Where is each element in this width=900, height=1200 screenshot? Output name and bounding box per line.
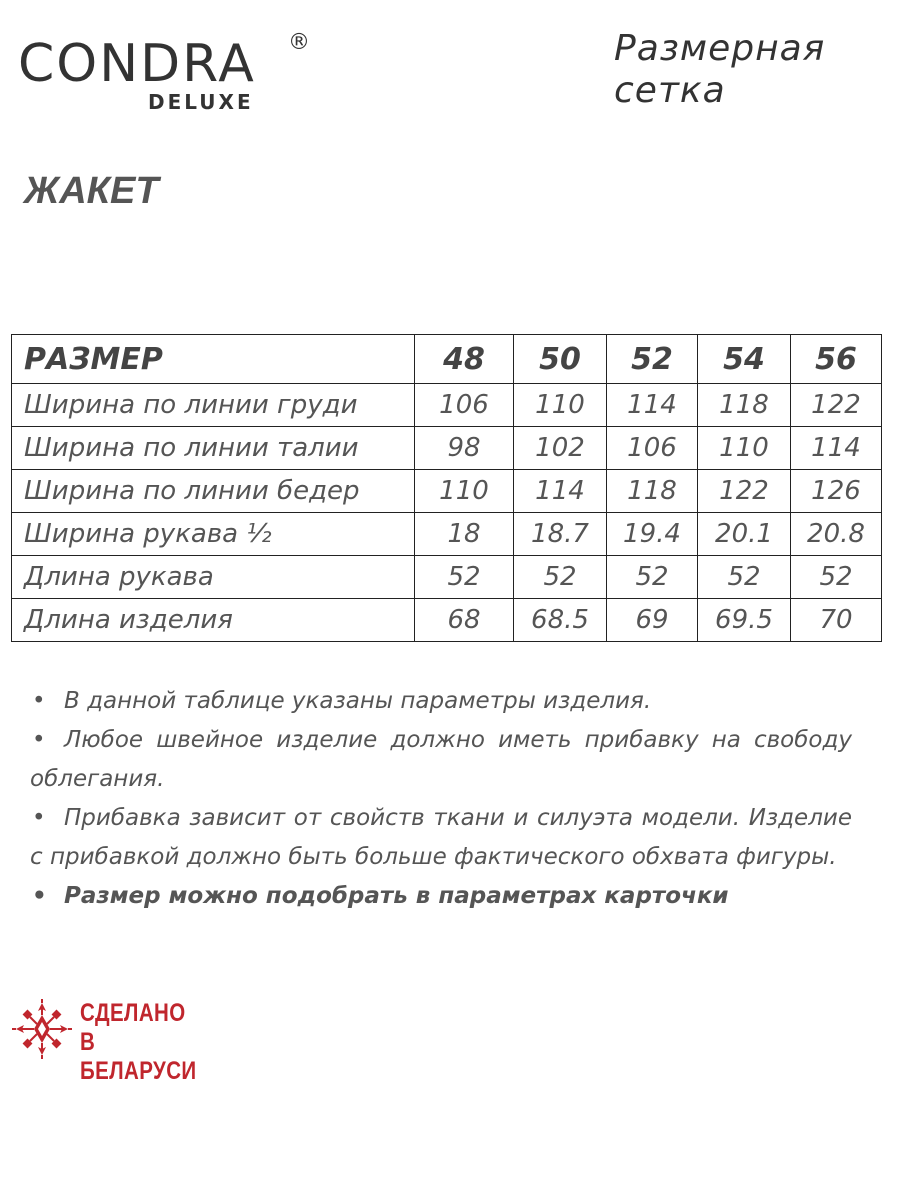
- note-item: [30, 799, 852, 877]
- table-row: [12, 513, 882, 556]
- table-cell: 114: [514, 470, 607, 513]
- table-cell: 118: [698, 384, 791, 427]
- product-title: ЖАКЕТ: [24, 170, 159, 212]
- table-row: [12, 470, 882, 513]
- table-cell: 19.4: [607, 513, 698, 556]
- table-cell: 106: [415, 384, 514, 427]
- table-cell: 68: [415, 599, 514, 642]
- table-row: [12, 427, 882, 470]
- brand-logo: [18, 30, 310, 114]
- table-cell: 106: [607, 427, 698, 470]
- bullet-icon: •: [32, 805, 46, 831]
- table-cell: 20.8: [791, 513, 882, 556]
- logo-brand-text: CONDRA: [18, 34, 256, 94]
- row-label: Ширина по линии талии: [12, 427, 415, 470]
- table-cell: 110: [514, 384, 607, 427]
- table-cell: 52: [415, 556, 514, 599]
- table-cell: 122: [791, 384, 882, 427]
- page-heading: Размерная сетка: [614, 28, 826, 111]
- table-cell: 68.5: [514, 599, 607, 642]
- notes-list: [30, 682, 852, 916]
- table-cell: 52: [698, 556, 791, 599]
- row-label: Длина изделия: [12, 599, 415, 642]
- table-cell: 20.1: [698, 513, 791, 556]
- header-cell: 50: [514, 335, 607, 384]
- made-in-belarus-badge: [10, 997, 230, 1085]
- header-cell: 54: [698, 335, 791, 384]
- registered-mark: ®: [288, 30, 310, 55]
- logo-sub-text: DELUXE: [148, 90, 254, 114]
- table-cell: 102: [514, 427, 607, 470]
- table-row: [12, 556, 882, 599]
- table-header-row: [12, 335, 882, 384]
- table-cell: 122: [698, 470, 791, 513]
- header-cell: 56: [791, 335, 882, 384]
- note-text: Любое швейное изделие должно иметь прибавку на свободу облегания.: [30, 727, 852, 792]
- row-label: Ширина рукава ½: [12, 513, 415, 556]
- size-table: [11, 334, 882, 642]
- bullet-icon: •: [32, 727, 46, 753]
- table-cell: 69.5: [698, 599, 791, 642]
- row-label: Ширина по линии бедер: [12, 470, 415, 513]
- header-cell: 48: [415, 335, 514, 384]
- table-cell: 114: [791, 427, 882, 470]
- row-label: Ширина по линии груди: [12, 384, 415, 427]
- table-row: [12, 599, 882, 642]
- header-cell-size: РАЗМЕР: [12, 335, 415, 384]
- table-cell: 52: [514, 556, 607, 599]
- note-item: [30, 877, 852, 916]
- made-in-text: [80, 999, 203, 1086]
- note-text: В данной таблице указаны параметры изделия.: [64, 688, 652, 714]
- table-cell: 52: [607, 556, 698, 599]
- row-label: Длина рукава: [12, 556, 415, 599]
- bullet-icon: •: [32, 688, 46, 714]
- table-cell: 18.7: [514, 513, 607, 556]
- table-cell: 110: [415, 470, 514, 513]
- made-in-line-1: СДЕЛАНО: [80, 999, 186, 1027]
- made-in-line-2: В БЕЛАРУСИ: [80, 1028, 197, 1085]
- bullet-icon: •: [32, 883, 47, 909]
- table-cell: 70: [791, 599, 882, 642]
- table-cell: 114: [607, 384, 698, 427]
- note-text: Прибавка зависит от свойств ткани и силуэта модели. Изделие с прибавкой должно быть больше фактического обхвата фигуры.: [30, 805, 852, 870]
- belarus-ornament-icon: [10, 997, 74, 1061]
- table-cell: 110: [698, 427, 791, 470]
- table-cell: 126: [791, 470, 882, 513]
- table-cell: 98: [415, 427, 514, 470]
- table-cell: 69: [607, 599, 698, 642]
- table-row: [12, 384, 882, 427]
- table-cell: 118: [607, 470, 698, 513]
- table-cell: 18: [415, 513, 514, 556]
- table-cell: 52: [791, 556, 882, 599]
- note-text: Размер можно подобрать в параметрах карточки: [64, 883, 729, 909]
- note-item: [30, 721, 852, 799]
- note-item: [30, 682, 852, 721]
- header-cell: 52: [607, 335, 698, 384]
